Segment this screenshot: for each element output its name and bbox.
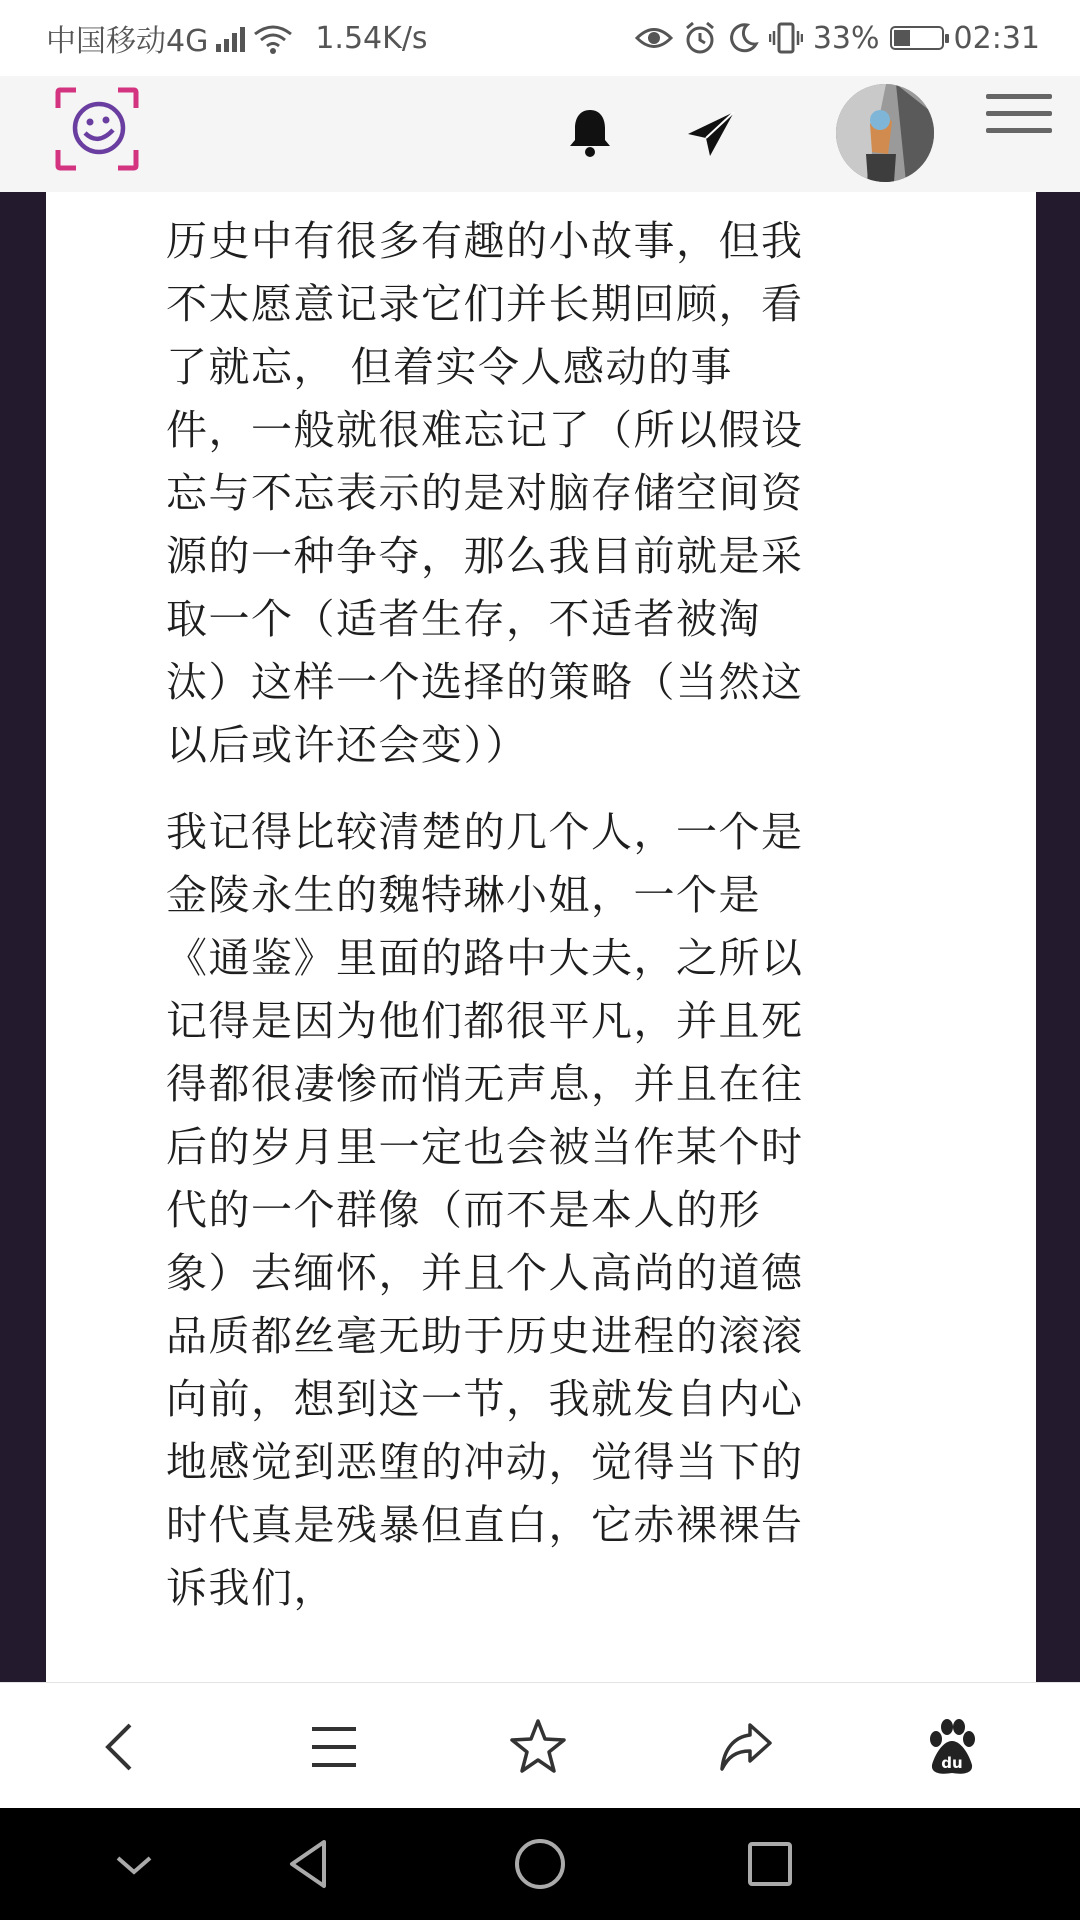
article-paragraph: 历史中有很多有趣的小故事，但我不太愿意记录它们并长期回顾，看了就忘， 但着实令人感动的事件，一般就很难忘记了（所以假设忘与不忘表示的是对脑存储空间资源的一种争夺，那么我目前就是采取一个（适者生存，不适者被淘汰）这样一个选择的策略（当然这以后或许还会变）） [166,217,804,769]
status-bar [0,0,1080,76]
svg-text:du: du [941,1754,963,1772]
system-nav-bar [0,1808,1080,1920]
battery-percent: 33% [812,20,880,56]
content-area [0,192,1080,1682]
alarm-icon [683,21,717,55]
menu-icon[interactable] [986,94,1052,144]
signal-icon [216,24,245,52]
battery-icon [890,26,944,50]
status-left [46,14,428,62]
network-speed: 1.54K/s [315,20,428,56]
avatar-image-icon [836,84,934,182]
moon-icon [727,22,759,54]
status-right [635,14,1040,62]
recents-icon[interactable] [740,1834,800,1894]
vibrate-icon [769,21,803,55]
menu-list-icon[interactable] [304,1717,364,1777]
home-icon[interactable] [510,1834,570,1894]
collapse-icon[interactable] [104,1834,164,1894]
share-icon[interactable] [716,1717,776,1777]
baidu-paw-icon[interactable] [922,1717,982,1777]
wifi-icon [253,22,293,54]
bell-icon[interactable] [562,104,618,160]
avatar[interactable] [836,84,934,182]
eye-icon [635,23,673,53]
article-body [166,210,806,1644]
carrier-label: 中国移动4G [46,24,209,59]
send-icon[interactable] [682,104,742,164]
article-card [46,192,1036,1682]
clock-time: 02:31 [953,20,1040,56]
nav-back-icon[interactable] [280,1834,340,1894]
app-header [0,76,1080,192]
smiley-logo-icon[interactable] [54,86,140,172]
star-icon[interactable] [508,1717,568,1777]
back-icon[interactable] [92,1717,152,1777]
browser-toolbar [0,1682,1080,1809]
article-paragraph: 我记得比较清楚的几个人，一个是金陵永生的魏特琳小姐，一个是《通鉴》里面的路中大夫，之所以记得是因为他们都很平凡，并且死得都很凄惨而悄无声息，并且在往后的岁月里一定也会被当作某个时代的一个群像（而不是本人的形象）去缅怀，并且个人高尚的道德品质都丝毫无助于历史进程的滚滚向前，想到这一节，我就发自内心地感觉到恶堕的冲动，觉得当下的时代真是残暴但直白，它赤裸裸告诉我们， [166,808,804,1612]
